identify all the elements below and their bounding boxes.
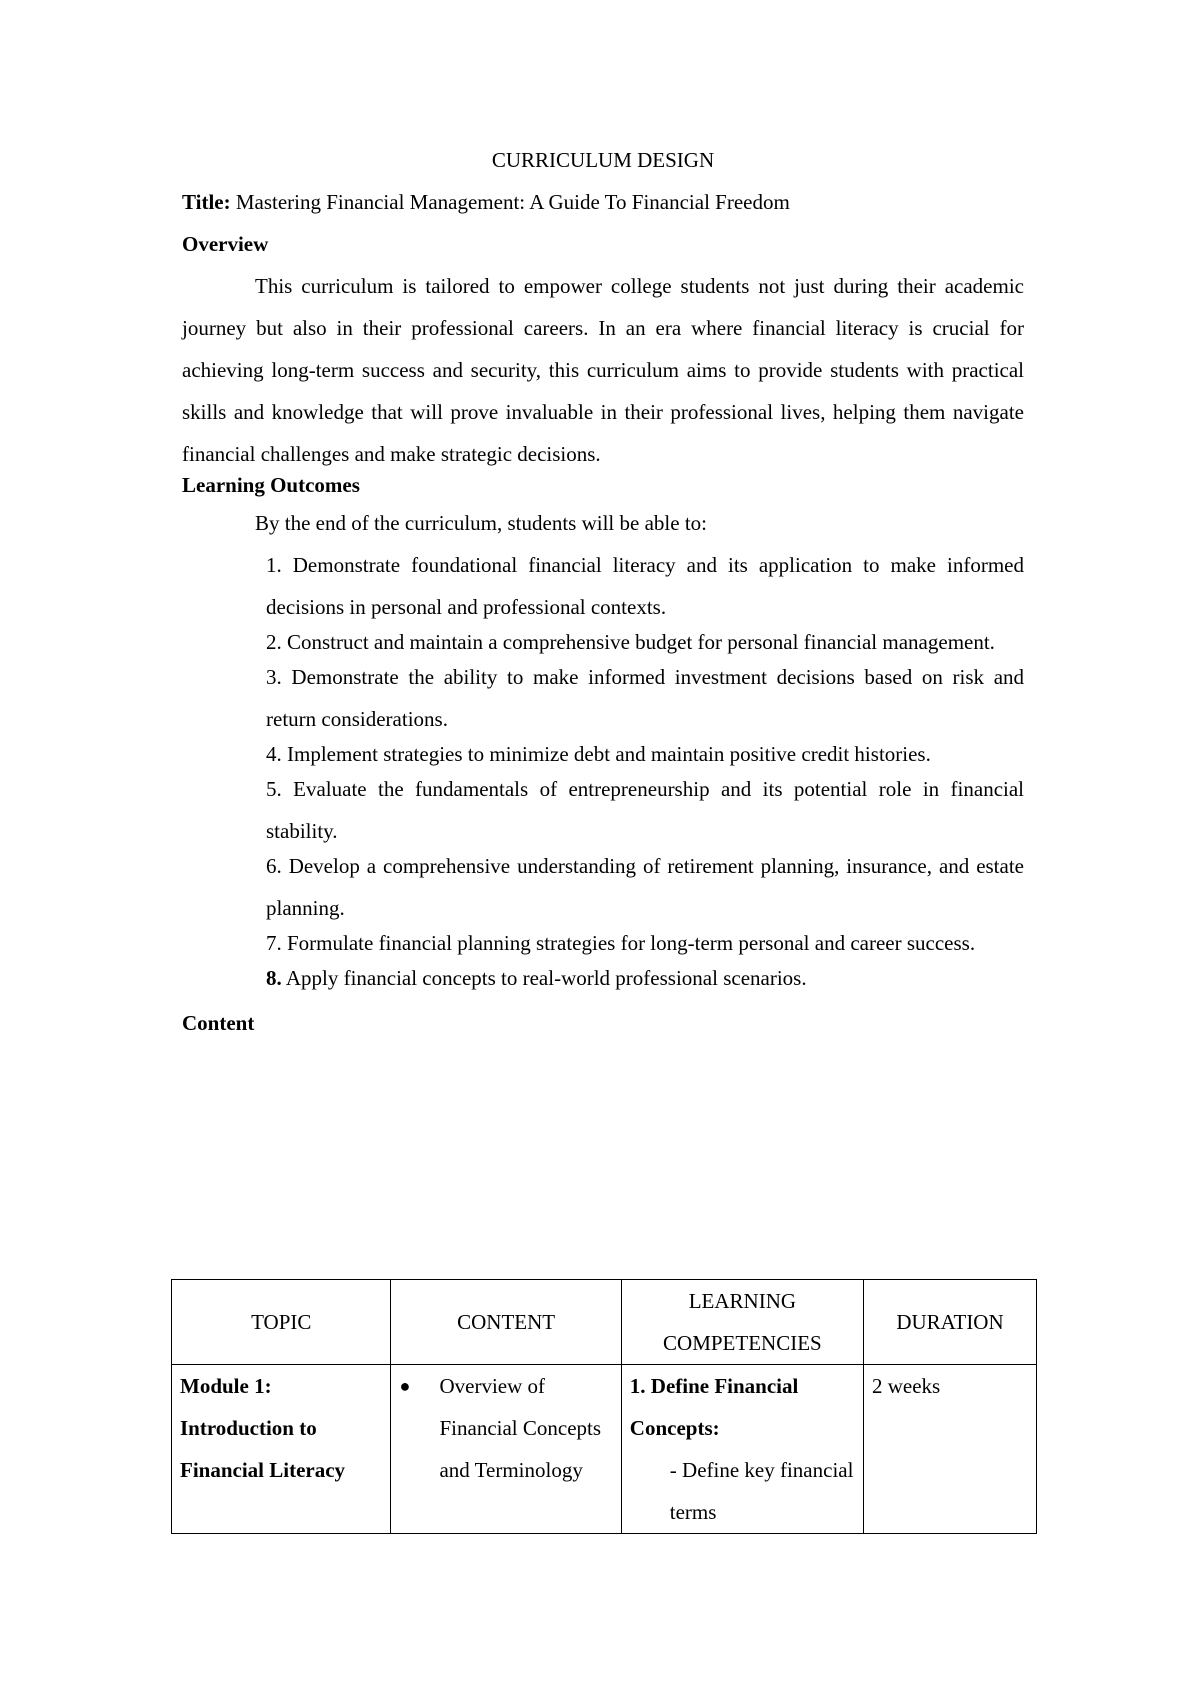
table-row xyxy=(172,1365,1037,1534)
document-page xyxy=(182,146,1024,1037)
header-duration: DURATION xyxy=(863,1280,1036,1365)
outcome-text: Apply financial concepts to real-world professional scenarios. xyxy=(285,966,807,990)
competency-cell xyxy=(621,1365,863,1534)
outcome-text: Develop a comprehensive understanding of retirement planning, insurance, and estate planning. xyxy=(266,854,1024,920)
outcome-item xyxy=(266,768,1024,852)
overview-heading: Overview xyxy=(182,232,269,256)
outcome-number: 8. xyxy=(266,966,282,990)
outcome-item xyxy=(266,544,1024,628)
competency-title: 1. Define Financial Concepts: xyxy=(629,1374,799,1440)
learning-outcomes-heading: Learning Outcomes xyxy=(182,473,360,497)
content-table xyxy=(171,1279,1037,1534)
duration-cell: 2 weeks xyxy=(863,1365,1036,1534)
outcome-number: 6. xyxy=(266,854,282,878)
topic-cell: Module 1: Introduction to Financial Literacy xyxy=(172,1365,391,1534)
competency-detail: - Define key financial terms xyxy=(669,1458,854,1524)
header-content: CONTENT xyxy=(391,1280,621,1365)
content-text: Overview of Financial Concepts and Terminology xyxy=(439,1374,602,1482)
outcome-number: 2. xyxy=(266,630,282,654)
header-learning-competencies: LEARNING COMPETENCIES xyxy=(621,1280,863,1365)
header-topic: TOPIC xyxy=(172,1280,391,1365)
content-heading: Content xyxy=(182,1011,255,1035)
title-value: Mastering Financial Management: A Guide To Financial Freedom xyxy=(235,190,790,214)
outcome-text: Demonstrate foundational financial literacy and its application to make informed decisions in personal and professional contexts. xyxy=(266,553,1024,619)
outcome-number: 4. xyxy=(266,742,282,766)
outcome-text: Demonstrate the ability to make informed investment decisions based on risk and return considerations. xyxy=(266,665,1025,731)
table-header-row xyxy=(172,1280,1037,1365)
outcome-number: 5. xyxy=(266,777,282,801)
document-heading: CURRICULUM DESIGN xyxy=(491,148,715,172)
outcome-item xyxy=(266,656,1024,740)
outcome-text: Implement strategies to minimize debt and maintain positive credit histories. xyxy=(287,742,931,766)
title-line xyxy=(182,188,1024,216)
outcome-text: Construct and maintain a comprehensive budget for personal financial management. xyxy=(287,630,995,654)
outcome-number: 3. xyxy=(266,665,282,689)
outcome-item xyxy=(266,845,1024,929)
content-cell xyxy=(391,1365,621,1534)
outcomes-list xyxy=(182,544,1024,999)
outcome-number: 1. xyxy=(266,553,282,577)
overview-paragraph: This curriculum is tailored to empower college students not just during their academic journey but also in their professional careers. In an era where financial literacy is crucial for achieving long-term success and security, this curriculum aims to provide students with practical skills and knowledge that will prove invaluable in their professional lives, helping them navigate financial challenges and make strategic decisions. xyxy=(182,274,1024,466)
bullet-icon: ● xyxy=(399,1376,411,1396)
outcomes-intro: By the end of the curriculum, students will be able to: xyxy=(255,511,707,535)
outcome-text: Formulate financial planning strategies for long-term personal and career success. xyxy=(287,931,976,955)
outcome-number: 7. xyxy=(266,931,282,955)
outcome-text: Evaluate the fundamentals of entrepreneurship and its potential role in financial stability. xyxy=(266,777,1025,843)
title-label: Title: xyxy=(182,190,231,214)
